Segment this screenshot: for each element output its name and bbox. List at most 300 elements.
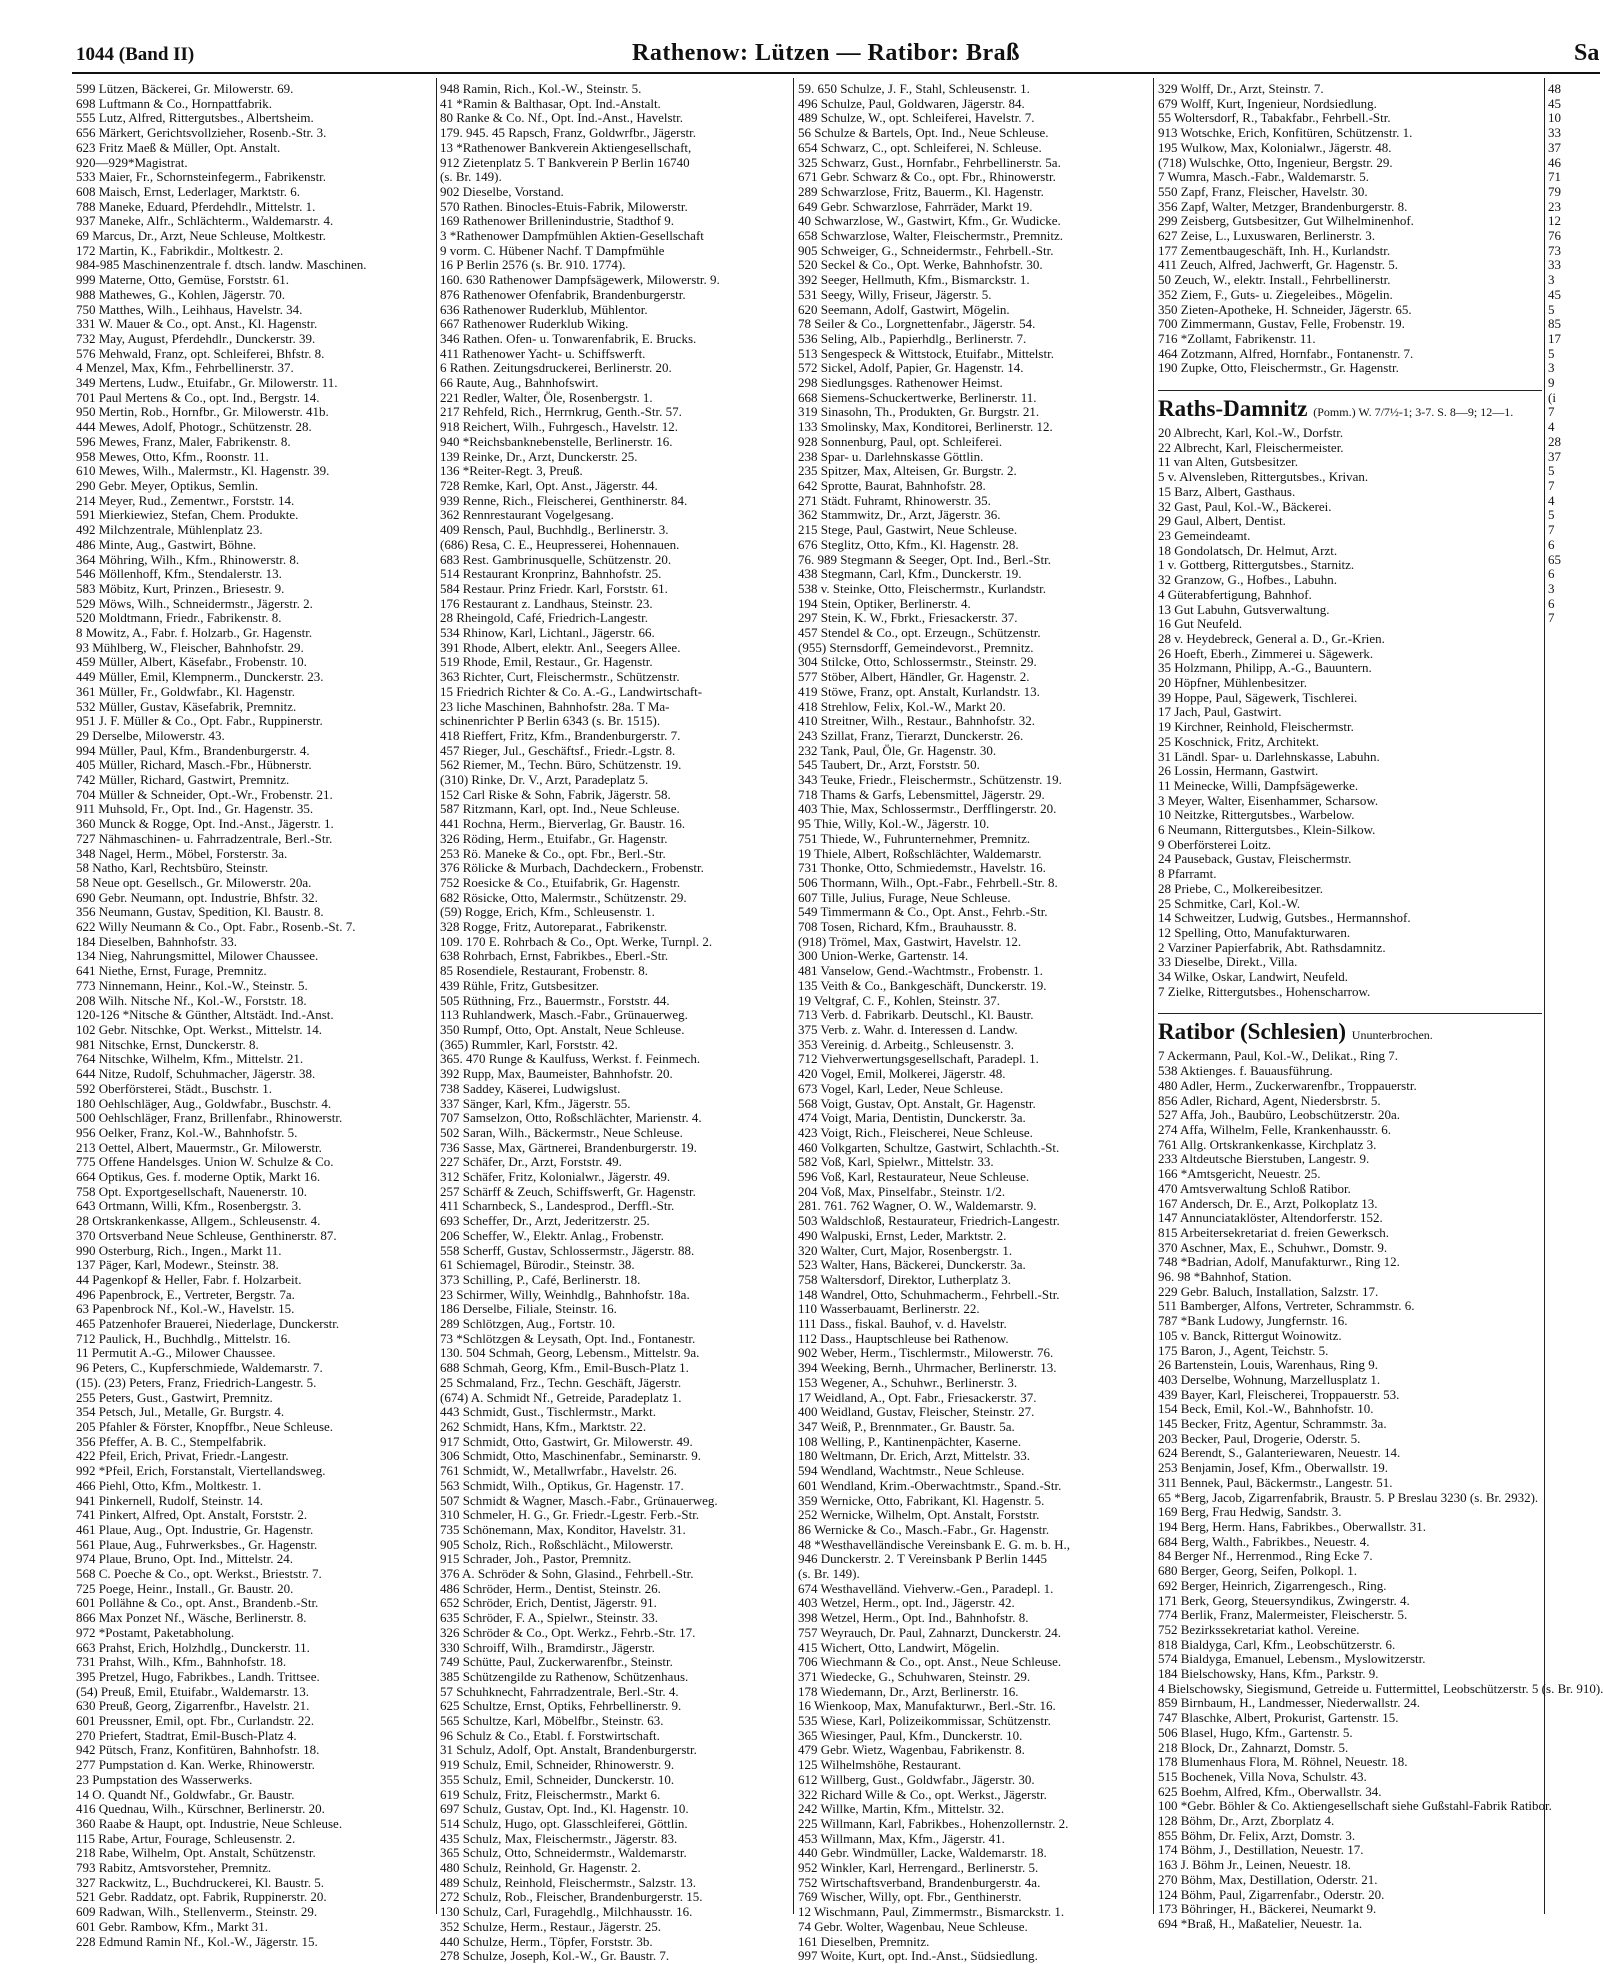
directory-entry: 31 Ländl. Spar- u. Darlehnskasse, Labuhn. — [1158, 748, 1380, 764]
directory-entry: 274 Affa, Wilhelm, Felle, Krankenhausstr. 6. — [1158, 1122, 1391, 1137]
directory-entry: 194 Stein, Optiker, Berlinerstr. 4. — [798, 595, 971, 611]
directory-entry: 16 P Berlin 2576 (s. Br. 910. 1774). — [440, 257, 626, 273]
directory-entry: 290 Gebr. Meyer, Optikus, Semlin. — [76, 477, 259, 493]
directory-entry: 752 Wirtschaftsverband, Brandenburgerstr. 4a. — [798, 1874, 1041, 1890]
directory-entry: 76. 989 Stegmann & Seeger, Opt. Ind., Berl.-Str. — [798, 551, 1051, 567]
directory-entry: 169 Rathenower Brillenindustrie, Stadthof 9. — [440, 213, 674, 229]
directory-entry: 277 Pumpstation d. Kan. Werke, Rhinowerstr. — [76, 1757, 315, 1773]
directory-entry: 218 Block, Dr., Zahnarzt, Domstr. 5. — [1158, 1739, 1349, 1755]
directory-entry: 718 Thams & Garfs, Lebensmittel, Jägerstr. 29. — [798, 786, 1045, 802]
directory-entry: 6 — [1548, 536, 1555, 552]
directory-entry: 375 Verb. z. Wahr. d. Interessen d. Landw. — [798, 1022, 1018, 1037]
directory-entry: 4 Menzel, Max, Kfm., Fehrbellinerstr. 37. — [76, 360, 294, 376]
directory-entry: 758 Opt. Exportgesellschaft, Nauenerstr. 10. — [76, 1183, 308, 1199]
directory-entry: 466 Piehl, Otto, Kfm., Moltkestr. 1. — [76, 1477, 262, 1493]
page-header — [72, 38, 1600, 74]
directory-entry: 227 Schäfer, Dr., Arzt, Forststr. 49. — [440, 1154, 622, 1170]
directory-entry: 343 Teuke, Friedr., Fleischermstr., Schützenstr. 19. — [798, 772, 1062, 788]
directory-entry: 111 Dass., fiskal. Bauhof, v. d. Havelstr. — [798, 1316, 1007, 1332]
directory-entry: 461 Plaue, Aug., Opt. Industrie, Gr. Hagenstr. — [76, 1521, 314, 1537]
directory-entry: 11 Permutit A.-G., Milower Chaussee. — [76, 1345, 276, 1361]
directory-entry: 601 Wendland, Krim.-Oberwachtmstr., Spand.-Str. — [798, 1477, 1062, 1493]
directory-entry: 346 Rathen. Ofen- u. Tonwarenfabrik, E. Brucks. — [440, 330, 697, 346]
directory-entry: 418 Rieffert, Fritz, Kfm., Brandenburgerstr. 7. — [440, 727, 681, 743]
directory-entry: 306 Schmidt, Otto, Maschinenfabr., Seminarstr. 9. — [440, 1448, 702, 1464]
directory-entry: 348 Nagel, Herm., Möbel, Forsterstr. 3a. — [76, 845, 288, 861]
directory-entry: 707 Samselzon, Otto, Roßschlächter, Marienstr. 4. — [440, 1110, 702, 1126]
directory-entry: 561 Plaue, Aug., Fuhrwerksbes., Gr. Hagenstr. — [76, 1536, 318, 1552]
directory-entry: 365. 470 Runge & Kaulfuss, Werkst. f. Feinmech. — [440, 1051, 701, 1067]
directory-entry: 174 Böhm, J., Destillation, Neuestr. 17. — [1158, 1842, 1364, 1858]
directory-entry: 394 Weeking, Bernh., Uhrmacher, Berlinerstr. 13. — [798, 1360, 1057, 1376]
directory-entry: 337 Sänger, Karl, Kfm., Jägerstr. 55. — [440, 1095, 631, 1111]
directory-entry: 457 Stendel & Co., opt. Erzeugn., Schützenstr. — [798, 625, 1041, 641]
directory-entry: 594 Wendland, Wachtmstr., Neue Schleuse. — [798, 1463, 1025, 1479]
directory-entry: 741 Pinkert, Alfred, Opt. Anstalt, Forststr. 2. — [76, 1507, 308, 1523]
directory-entry: 997 Woite, Kurt, opt. Ind.-Anst., Südsiedlung. — [798, 1948, 1038, 1964]
directory-entry: 289 Schlötzgen, Aug., Fortstr. 10. — [440, 1316, 616, 1332]
directory-entry: 327 Rackwitz, L., Buchdruckerei, Kl. Baustr. 5. — [76, 1874, 325, 1890]
directory-entry: 56 Schulze & Bartels, Opt. Ind., Neue Schleuse. — [798, 125, 1049, 141]
directory-entry: 500 Oehlschläger, Franz, Brillenfabr., Rhinowerstr. — [76, 1110, 343, 1126]
directory-entry: 856 Adler, Richard, Agent, Niedersbrstr. 5. — [1158, 1092, 1381, 1108]
directory-entry: 577 Stöber, Albert, Händler, Gr. Hagenstr. 2. — [798, 669, 1030, 685]
directory-entry: 876 Rathenower Ofenfabrik, Brandenburgerstr. — [440, 286, 686, 302]
directory-entry: 23 Schirmer, Willy, Weinhdlg., Bahnhofstr. 18a. — [440, 1286, 690, 1302]
directory-entry: 928 Sonnenburg, Paul, opt. Schleiferei. — [798, 433, 1003, 449]
directory-entry: 511 Bamberger, Alfons, Vertreter, Schrammstr. 6. — [1158, 1298, 1415, 1314]
directory-entry: 34 Wilke, Oskar, Landwirt, Neufeld. — [1158, 969, 1349, 985]
directory-entry: 815 Arbeitersekretariat d. freien Gewerksch. — [1158, 1224, 1390, 1240]
directory-entry: 663 Prahst, Erich, Holzhdlg., Dunckerstr. 11. — [76, 1639, 310, 1655]
directory-entry: 692 Berger, Heinrich, Zigarrengesch., Ring. — [1158, 1577, 1387, 1593]
directory-entry: 761 Schmidt, W., Metallwrfabr., Havelstr. 26. — [440, 1463, 677, 1479]
directory-entry: 625 Schultze, Ernst, Optiks, Fehrbellinerstr. 9. — [440, 1698, 682, 1714]
directory-entry: 622 Willy Neumann & Co., Opt. Fabr., Rosenb.-St. 7. — [76, 919, 356, 935]
directory-entry: 479 Gebr. Wietz, Wagenbau, Fabrikenstr. 8. — [798, 1742, 1025, 1758]
directory-entry: 59. 650 Schulze, J. F., Stahl, Schleusenstr. 1. — [798, 81, 1030, 96]
directory-entry: 130 Schulz, Carl, Furagehdlg., Milchhausstr. 16. — [440, 1904, 693, 1920]
directory-entry: 19 Veltgraf, C. F., Kohlen, Steinstr. 37. — [798, 992, 1001, 1008]
directory-entry: 716 *Zollamt, Fabrikenstr. 11. — [1158, 330, 1316, 346]
directory-entry: 535 Wiese, Karl, Polizeikommissar, Schützenstr. — [798, 1713, 1051, 1729]
directory-entry: 311 Bennek, Paul, Bäckermstr., Langestr. 51. — [1158, 1474, 1393, 1490]
directory-entry: 902 Weber, Herm., Tischlermstr., Milowerstr. 76. — [798, 1345, 1054, 1361]
directory-entry: 644 Nitze, Rudolf, Schuhmacher, Jägerstr. 38. — [76, 1066, 316, 1082]
directory-entry: 29 Derselbe, Milowerstr. 43. — [76, 727, 225, 743]
directory-entry: 411 Zeuch, Alfred, Jachwerft, Gr. Hagenstr. 5. — [1158, 257, 1398, 273]
directory-entry: 392 Seeger, Hellmuth, Kfm., Bismarckstr. 1. — [798, 272, 1030, 288]
directory-entry: 667 Rathenower Ruderklub Wiking. — [440, 316, 629, 332]
directory-entry: 26 Lossin, Hermann, Gastwirt. — [1158, 763, 1319, 779]
directory-entry: 576 Mehwald, Franz, opt. Schleiferei, Bhfstr. 8. — [76, 345, 325, 361]
directory-entry: 492 Milchzentrale, Mühlenplatz 23. — [76, 522, 263, 538]
directory-entry: 607 Tille, Julius, Furage, Neue Schleuse. — [798, 889, 1011, 905]
directory-entry: 356 Pfeffer, A. B. C., Stempelfabrik. — [76, 1433, 267, 1449]
directory-entry: 704 Müller & Schneider, Opt.-Wr., Frobenstr. 21. — [76, 786, 333, 802]
directory-entry: 304 Stilcke, Otto, Schlossermstr., Steinstr. 29. — [798, 654, 1037, 670]
directory-entry: 133 Smolinsky, Max, Konditorei, Berlinerstr. 12. — [798, 419, 1053, 435]
directory-entry: 918 Reichert, Wilh., Fuhrgesch., Havelstr. 12. — [440, 419, 679, 435]
directory-entry: 130. 504 Schmah, Georg, Lebensm., Mittelstr. 9a. — [440, 1345, 700, 1361]
directory-entry: 391 Rhode, Albert, elektr. Anl., Seegers Allee. — [440, 639, 681, 655]
directory-entry: 218 Rabe, Wilhelm, Opt. Anstalt, Schützenstr. — [76, 1845, 316, 1861]
directory-entry: 981 Nitschke, Ernst, Dunckerstr. 8. — [76, 1036, 259, 1052]
directory-entry: 464 Zotzmann, Alfred, Hornfabr., Fontanenstr. 7. — [1158, 345, 1414, 361]
directory-entry: 312 Schäfer, Fritz, Kolonialwr., Jägerstr. 49. — [440, 1169, 671, 1185]
directory-entry: 29 Gaul, Albert, Dentist. — [1158, 513, 1286, 529]
directory-entry: 440 Gebr. Windmüller, Lacke, Waldemarstr. 18. — [798, 1845, 1047, 1861]
directory-entry: 113 Ruhlandwerk, Masch.-Fabr., Grünauerweg. — [440, 1007, 688, 1023]
directory-entry: 73 *Schlötzgen & Leysath, Opt. Ind., Fontanestr. — [440, 1330, 696, 1346]
directory-entry: 533 Maier, Fr., Schornsteinfegerm., Fabrikenstr. — [76, 169, 327, 185]
directory-entry: 238 Spar- u. Darlehnskasse Göttlin. — [798, 448, 984, 464]
directory-entry: 297 Stein, K. W., Fbrkt., Friesackerstr. 37. — [798, 610, 1018, 626]
directory-entry: 610 Mewes, Wilh., Malermstr., Kl. Hagenstr. 39. — [76, 463, 330, 479]
directory-entry: 63 Papenbrock Nf., Kol.-W., Havelstr. 15. — [76, 1301, 295, 1317]
directory-entry: 359 Wernicke, Otto, Fabrikant, Kl. Hagenstr. 5. — [798, 1492, 1045, 1508]
directory-entry: 671 Gebr. Schwarz & Co., opt. Fbr., Rhinowerstr. — [798, 169, 1056, 185]
directory-entry: 48 — [1548, 81, 1561, 96]
directory-entry: 37 — [1548, 448, 1561, 464]
directory-entry: 750 Matthes, Wilh., Leihhaus, Havelstr. 34. — [76, 301, 303, 317]
directory-entry: 190 Zupke, Otto, Fleischermstr., Gr. Hagenstr. — [1158, 360, 1399, 376]
directory-entry: 534 Rhinow, Karl, Lichtanl., Jägerstr. 66. — [440, 625, 655, 641]
directory-entry: 658 Schwarzlose, Walter, Fleischermstr., Premnitz. — [798, 228, 1063, 244]
directory-entry: 125 Wilhelmshöhe, Restaurant. — [798, 1757, 962, 1773]
directory-entry: 990 Osterburg, Rich., Ingen., Markt 11. — [76, 1242, 282, 1258]
directory-entry: 23 Gemeindeamt. — [1158, 527, 1251, 543]
section-note: (Pomm.) W. 7/7½-1; 3-7. S. 8—9; 12—1. — [1313, 405, 1514, 420]
directory-entry: 441 Rochna, Herm., Bierverlag, Gr. Baustr. 16. — [440, 816, 686, 832]
directory-entry: 601 Pollähne & Co., opt. Anst., Brandenb.-Str. — [76, 1595, 319, 1611]
directory-entry: 233 Altdeutsche Bierstuben, Langestr. 9. — [1158, 1151, 1370, 1167]
directory-entry: 124 Böhm, Paul, Zigarrenfabr., Oderstr. 20. — [1158, 1886, 1385, 1902]
directory-entry: 5 — [1548, 301, 1555, 317]
directory-entry: 217 Rehfeld, Rich., Herrnkrug, Genth.-Str. 57. — [440, 404, 682, 420]
directory-entry: 31 Schulz, Adolf, Opt. Anstalt, Brandenburgerstr. — [440, 1742, 697, 1758]
directory-entry: 221 Redler, Walter, Öle, Rosenbergstr. 1. — [440, 389, 653, 405]
directory-entry: 531 Seegy, Willy, Friseur, Jägerstr. 5. — [798, 286, 992, 302]
directory-entry: 514 Restaurant Kronprinz, Bahnhofstr. 25. — [440, 566, 662, 582]
directory-entry: 506 Blasel, Hugo, Kfm., Gartenstr. 5. — [1158, 1724, 1353, 1740]
directory-entry: 19 Kirchner, Reinhold, Fleischermstr. — [1158, 719, 1354, 735]
directory-entry: 6 Rathen. Zeitungsdruckerei, Berlinerstr. 20. — [440, 360, 672, 376]
directory-entry: 44 Pagenkopf & Heller, Fabr. f. Holzarbeit. — [76, 1271, 302, 1287]
directory-entry: (918) Trömel, Max, Gastwirt, Havelstr. 12. — [798, 933, 1022, 949]
directory-entry: 365 Wiesinger, Paul, Kfm., Dunckerstr. 10. — [798, 1727, 1023, 1743]
directory-entry: 609 Radwan, Wilh., Stellenverm., Steinstr. 29. — [76, 1904, 318, 1920]
directory-entry: 205 Pfahler & Förster, Knopffbr., Neue Schleuse. — [76, 1418, 334, 1434]
directory-entry: 411 Rathenower Yacht- u. Schiffswerft. — [440, 345, 646, 361]
directory-entry: 562 Riemer, M., Techn. Büro, Schützenstr. 19. — [440, 757, 682, 773]
directory-entry: 320 Walter, Curt, Major, Rosenbergstr. 1. — [798, 1242, 1013, 1258]
directory-entry: 15 Friedrich Richter & Co. A.-G., Landwirtschaft- — [440, 683, 703, 699]
directory-entry: 347 Weiß, P., Brennmater., Gr. Baustr. 5a. — [798, 1418, 1015, 1434]
directory-entry: 255 Peters, Gust., Gastwirt, Premnitz. — [76, 1389, 273, 1405]
directory-entry: 757 Weyrauch, Dr. Paul, Zahnarzt, Dunckerstr. 24. — [798, 1624, 1061, 1640]
directory-entry: 905 Scholz, Rich., Roßschlächt., Milowerstr. — [440, 1536, 674, 1552]
directory-entry: 10 Neitzke, Rittergutsbes., Warbelow. — [1158, 807, 1355, 823]
directory-entry: 57 Schuhknecht, Fahrradzentrale, Berl.-Str. 4. — [440, 1683, 679, 1699]
raths-damnitz-entries — [1158, 426, 1542, 999]
directory-entry: 300 Union-Werke, Gartenstr. 14. — [798, 948, 969, 964]
directory-entry: 738 Saddey, Käserei, Ludwigslust. — [440, 1080, 621, 1096]
directory-entry: 23 liche Maschinen, Bahnhofstr. 28a. T Ma- — [440, 698, 670, 714]
directory-entry: 299 Zeisberg, Gutsbesitzer, Gut Wilhelminenhof. — [1158, 213, 1414, 229]
directory-entry: 12 Wischmann, Paul, Zimmermstr., Bismarckstr. 1. — [798, 1904, 1065, 1920]
directory-entry: 13 *Rathenower Bankverein Aktiengesellschaft, — [440, 139, 692, 155]
directory-entry: 329 Wolff, Dr., Arzt, Steinstr. 7. — [1158, 81, 1324, 96]
directory-entry: 184 Dieselben, Bahnhofstr. 33. — [76, 933, 238, 949]
directory-entry: 641 Niethe, Ernst, Furage, Premnitz. — [76, 963, 267, 979]
directory-entry: 398 Wetzel, Herm., Opt. Ind., Bahnhofstr. 8. — [798, 1610, 1029, 1626]
directory-entry: 536 Seling, Alb., Papierhdlg., Berlinerstr. 7. — [798, 330, 1027, 346]
directory-entry: (s. Br. 149). — [798, 1566, 860, 1582]
directory-entry: 435 Schulz, Max, Fleischermstr., Jägerstr. 83. — [440, 1830, 678, 1846]
directory-entry: 470 Amtsverwaltung Schloß Ratibor. — [1158, 1180, 1351, 1196]
directory-entry: 532 Müller, Gustav, Käsefabrik, Premnitz. — [76, 698, 297, 714]
directory-entry: 15 Barz, Albert, Gasthaus. — [1158, 483, 1296, 499]
directory-entry: 527 Affa, Joh., Baubüro, Leobschützerstr. 20a. — [1158, 1107, 1401, 1123]
directory-entry: 668 Siemens-Schuckertwerke, Berlinerstr. 11. — [798, 389, 1037, 405]
directory-entry: 25 Koschnick, Fritz, Architekt. — [1158, 733, 1320, 749]
directory-entry: 128 Böhm, Dr., Arzt, Zborplatz 4. — [1158, 1813, 1335, 1829]
directory-entry: 3 — [1548, 360, 1555, 376]
directory-entry: 12 Spelling, Otto, Manufakturwaren. — [1158, 924, 1351, 940]
directory-entry: 6 — [1548, 566, 1555, 582]
directory-entry: 352 Schulze, Herm., Restaur., Jägerstr. 25. — [440, 1918, 661, 1934]
directory-entry: 180 Weltmann, Dr. Erich, Arzt, Mittelstr. 33. — [798, 1448, 1030, 1464]
directory-entry: 403 Thie, Max, Schlossermstr., Derfflingerstr. 20. — [798, 801, 1057, 817]
directory-entry: 950 Mertin, Rob., Hornfbr., Gr. Milowerstr. 41b. — [76, 404, 329, 420]
directory-entry: 654 Schwarz, C., opt. Schleiferei, N. Schleuse. — [798, 139, 1042, 155]
directory-entry: 596 Voß, Karl, Restaurateur, Neue Schleuse. — [798, 1169, 1030, 1185]
directory-entry: 679 Wolff, Kurt, Ingenieur, Nordsiedlung. — [1158, 95, 1377, 111]
directory-entry: 96. 98 *Bahnhof, Station. — [1158, 1269, 1292, 1285]
directory-entry: 110 Wasserbauamt, Berlinerstr. 22. — [798, 1301, 980, 1317]
directory-entry: 325 Schwarz, Gust., Hornfabr., Fehrbellinerstr. 5a. — [798, 154, 1061, 170]
directory-entry: 74 Gebr. Wolter, Wagenbau, Neue Schleuse. — [798, 1918, 1028, 1934]
directory-entry: 25 Schmitke, Carl, Kol.-W. — [1158, 895, 1301, 911]
directory-entry: 65 *Berg, Jacob, Zigarrenfabrik, Braustr. 5. P Breslau 3230 (s. Br. 2932). — [1158, 1489, 1539, 1505]
directory-entry: 1 v. Gottberg, Rittergutsbes., Starnitz. — [1158, 557, 1355, 573]
directory-entry: 80 Ranke & Co. Nf., Opt. Ind.-Anst., Havelstr. — [440, 110, 684, 126]
directory-entry: 942 Pütsch, Franz, Konfitüren, Bahnhofstr. 18. — [76, 1742, 320, 1758]
directory-entry: 120-126 *Nitsche & Günther, Altstädt. Ind.-Anst. — [76, 1007, 334, 1023]
directory-entry: (15). (23) Peters, Franz, Friedrich-Langestr. 5. — [76, 1374, 317, 1390]
rathenow-continuation — [1158, 82, 1542, 376]
directory-entry: 749 Schütte, Paul, Zuckerwarenfbr., Steinstr. — [440, 1654, 673, 1670]
directory-entry: 474 Voigt, Maria, Dentistin, Dunckerstr. 3a. — [798, 1110, 1026, 1126]
directory-entry: 69 Marcus, Dr., Arzt, Neue Schleuse, Moltkestr. — [76, 228, 326, 244]
directory-entry: 328 Rogge, Fritz, Autoreparat., Fabrikenstr. — [440, 919, 668, 935]
directory-entry: 16 Wienkoop, Max, Manufakturwr., Berl.-Str. 16. — [798, 1698, 1056, 1714]
section-note: Ununterbrochen. — [1351, 1028, 1433, 1043]
directory-entry: 601 Preussner, Emil, opt. Fbr., Curlandstr. 22. — [76, 1713, 315, 1729]
directory-entry: 203 Becker, Paul, Drogerie, Oderstr. 5. — [1158, 1430, 1361, 1446]
directory-entry: 674 Westhavelländ. Viehverw.-Gen., Paradepl. 1. — [798, 1580, 1054, 1596]
directory-entry: 546 Möllenhoff, Kfm., Stendalerstr. 13. — [76, 566, 282, 582]
directory-entry: 774 Berlik, Franz, Malermeister, Fleischerstr. 5. — [1158, 1607, 1408, 1623]
directory-entry: 252 Wernicke, Wilhelm, Opt. Anstalt, Forststr. — [798, 1507, 1040, 1523]
directory-entry: 951 J. F. Müller & Co., Opt. Fabr., Ruppinerstr. — [76, 713, 323, 729]
directory-entry: (955) Sternsdorff, Gemeindevorst., Premnitz. — [798, 639, 1034, 655]
directory-entry: 58 Natho, Karl, Rechtsbüro, Steinstr. — [76, 860, 269, 876]
directory-entry: 638 Rohrbach, Ernst, Fabrikbes., Eberl.-Str. — [440, 948, 669, 964]
directory-entry: 175 Baron, J., Agent, Teichstr. 5. — [1158, 1342, 1329, 1358]
directory-entry: 984-985 Maschinenzentrale f. dtsch. landw. Maschinen. — [76, 257, 367, 273]
directory-entry: 515 Bochenek, Villa Nova, Schulstr. 43. — [1158, 1768, 1367, 1784]
directory-entry: 102 Gebr. Nitschke, Opt. Werkst., Mittelstr. 14. — [76, 1022, 323, 1037]
directory-entry: (54) Preuß, Emil, Etuifabr., Waldemarstr. 13. — [76, 1683, 310, 1699]
directory-entry: 10 — [1548, 110, 1561, 126]
ratibor-entries — [1158, 1048, 1603, 1931]
directory-entry: 988 Mathewes, G., Kohlen, Jägerstr. 70. — [76, 286, 286, 302]
directory-entry: 7 — [1548, 404, 1555, 420]
directory-entry: 565 Schultze, Karl, Möbelfbr., Steinstr. 63. — [440, 1713, 664, 1729]
directory-column-1 — [76, 81, 446, 1949]
directory-entry: 172 Martin, K., Fabrikdir., Moltkestr. 2. — [76, 242, 284, 258]
directory-entry: 33 — [1548, 125, 1561, 141]
directory-entry: 204 Voß, Max, Pinselfabr., Steinstr. 1/2. — [798, 1183, 1006, 1199]
directory-entry: 5 — [1548, 345, 1555, 361]
directory-entry: 173 Böhringer, H., Bäckerei, Neumarkt 9. — [1158, 1901, 1377, 1917]
directory-entry: 364 Möhring, Wilh., Kfm., Rhinowerstr. 8. — [76, 551, 300, 567]
directory-entry: 855 Böhm, Dr. Felix, Arzt, Domstr. 3. — [1158, 1827, 1356, 1843]
directory-entry: 48 *Westhavelländische Vereinsbank E. G. m. b. H., — [798, 1536, 1071, 1552]
directory-entry: 184 Bielschowsky, Hans, Kfm., Parkstr. 9. — [1158, 1666, 1379, 1682]
directory-entry: 440 Schulze, Herm., Töpfer, Forststr. 3b. — [440, 1933, 653, 1949]
directory-entry: 167 Andersch, Dr. E., Arzt, Polkoplatz 13. — [1158, 1195, 1378, 1211]
directory-entry: 363 Richter, Curt, Fleischermstr., Schützenstr. — [440, 669, 680, 685]
directory-entry: 550 Zapf, Franz, Fleischer, Havelstr. 30. — [1158, 183, 1368, 199]
directory-entry: 866 Max Ponzet Nf., Wäsche, Berlinerstr. 8. — [76, 1610, 307, 1626]
directory-entry: 330 Schroiff, Wilh., Bramdirstr., Jägerstr. — [440, 1639, 655, 1655]
directory-entry: 22 Albrecht, Karl, Fleischermeister. — [1158, 439, 1344, 455]
directory-entry: 228 Edmund Ramin Nf., Kol.-W., Jägerstr. 15. — [76, 1933, 318, 1949]
directory-entry: 40 Schwarzlose, W., Gastwirt, Kfm., Gr. Wudicke. — [798, 213, 1061, 229]
directory-entry: 37 — [1548, 139, 1561, 155]
directory-entry: 460 Volkgarten, Schultze, Gastwirt, Schlachth.-St. — [798, 1139, 1060, 1155]
directory-entry: 465 Patzenhofer Brauerei, Niederlage, Dunckerstr. — [76, 1316, 340, 1332]
directory-entry: 915 Schrader, Joh., Pastor, Premnitz. — [440, 1551, 632, 1567]
directory-entry: 505 Rüthning, Frz., Bauermstr., Forststr. 44. — [440, 992, 670, 1008]
directory-entry: 787 *Bank Ludowy, Jungfernstr. 16. — [1158, 1313, 1348, 1329]
directory-entry: 178 Blumenhaus Flora, M. Röhnel, Neuestr. 18. — [1158, 1754, 1408, 1770]
directory-entry: 775 Offene Handelsges. Union W. Schulze & Co. — [76, 1154, 334, 1170]
directory-entry: 708 Tosen, Richard, Kfm., Brauhausstr. 8. — [798, 919, 1017, 935]
directory-entry: 545 Taubert, Dr., Arzt, Forststr. 50. — [798, 757, 980, 773]
directory-entry: 161 Dieselben, Premnitz. — [798, 1933, 930, 1949]
directory-entry: 636 Rathenower Ruderklub, Mühlentor. — [440, 301, 648, 317]
directory-entry: 194 Berg, Herm. Hans, Fabrikbes., Oberwallstr. 31. — [1158, 1518, 1427, 1534]
directory-entry: 946 Dunckerstr. 2. T Vereinsbank P Berlin 1445 — [798, 1551, 1048, 1567]
directory-entry: 33 — [1548, 257, 1561, 273]
directory-entry: 28 Rheingold, Café, Friedrich-Langestr. — [440, 610, 648, 626]
directory-column-5-cutoff — [1548, 82, 1600, 1912]
directory-entry: 95 Thie, Willy, Kol.-W., Jägerstr. 10. — [798, 816, 990, 832]
directory-entry: 7 — [1548, 610, 1555, 626]
directory-entry: 623 Fritz Maeß & Müller, Opt. Anstalt. — [76, 139, 281, 155]
directory-entry: 134 Nieg, Nahrungsmittel, Milower Chaussee. — [76, 948, 319, 964]
directory-entry: 26 Hoeft, Eberh., Zimmerei u. Sägewerk. — [1158, 645, 1374, 661]
directory-entry: 214 Meyer, Rud., Zementwr., Forststr. 14. — [76, 492, 295, 508]
directory-entry: 32 Granzow, G., Hofbes., Labuhn. — [1158, 572, 1337, 588]
directory-entry: 353 Vereinig. d. Arbeitg., Schleusenstr. 3. — [798, 1036, 1015, 1052]
directory-entry: 859 Birnbaum, H., Landmesser, Niederwallstr. 24. — [1158, 1695, 1420, 1711]
directory-entry: 608 Maisch, Ernst, Lederlager, Marktstr. 6. — [76, 183, 301, 199]
directory-entry: 145 Becker, Fritz, Agentur, Schrammstr. 3a. — [1158, 1416, 1387, 1432]
directory-entry: 683 Rest. Gambrinusquelle, Schützenstr. 20. — [440, 551, 672, 567]
directory-entry: 20 Albrecht, Karl, Kol.-W., Dorfstr. — [1158, 425, 1344, 441]
directory-entry: 28 Priebe, C., Molkereibesitzer. — [1158, 880, 1323, 896]
directory-entry: 356 Zapf, Walter, Metzger, Brandenburgerstr. 8. — [1158, 198, 1408, 214]
directory-entry: 39 Hoppe, Paul, Sägewerk, Tischlerei. — [1158, 689, 1358, 705]
directory-entry: 690 Gebr. Neumann, opt. Industrie, Bhfstr. 32. — [76, 889, 318, 905]
directory-entry: 438 Stegmann, Carl, Kfm., Dunckerstr. 19. — [798, 566, 1022, 582]
directory-entry: 360 Raabe & Haupt, opt. Industrie, Neue Schleuse. — [76, 1815, 343, 1831]
directory-entry: 994 Müller, Paul, Kfm., Brandenburgerstr. 4. — [76, 742, 310, 758]
directory-entry: 514 Schulz, Hugo, opt. Glasschleiferei, Göttlin. — [440, 1815, 688, 1831]
directory-entry: 656 Märkert, Gerichtsvollzieher, Rosenb.-Str. 3. — [76, 125, 327, 141]
directory-entry: 519 Rhode, Emil, Restaur., Gr. Hagenstr. — [440, 654, 653, 670]
directory-entry: 310 Schmeler, H. G., Gr. Friedr.-Lgestr. Ferb.-Str. — [440, 1507, 700, 1523]
directory-entry: 154 Beck, Emil, Kol.-W., Bahnhofstr. 10. — [1158, 1401, 1374, 1417]
directory-entry: 538 Aktienges. f. Bauausführung. — [1158, 1063, 1333, 1079]
directory-entry: (674) A. Schmidt Nf., Getreide, Paradeplatz 1. — [440, 1389, 682, 1405]
directory-entry: 208 Wilh. Nitsche Nf., Kol.-W., Forststr. 18. — [76, 992, 307, 1008]
directory-entry: 85 — [1548, 316, 1561, 332]
directory-entry: 673 Vogel, Karl, Leder, Neue Schleuse. — [798, 1080, 1004, 1096]
directory-entry: 55 Woltersdorf, R., Tabakfabr., Fehrbell.-Str. — [1158, 110, 1391, 126]
directory-entry: 480 Adler, Herm., Zuckerwarenfbr., Troppauerstr. — [1158, 1077, 1417, 1093]
directory-entry: 568 C. Poeche & Co., opt. Werkst., Brieststr. 7. — [76, 1566, 322, 1582]
directory-entry: 713 Verb. d. Fabrikarb. Deutschl., Kl. Baustr. — [798, 1007, 1034, 1023]
directory-entry: 439 Rühle, Fritz, Gutsbesitzer. — [440, 977, 599, 993]
directory-entry: 489 Schulz, Reinhold, Fleischermstr., Salzstr. 13. — [440, 1874, 697, 1890]
directory-entry: 371 Wiedecke, G., Schuhwaren, Steinstr. 29. — [798, 1668, 1031, 1684]
directory-entry: 920—929*Magistrat. — [76, 154, 188, 170]
directory-entry: 355 Schulz, Emil, Schneider, Dunckerstr. 10. — [440, 1771, 675, 1787]
directory-entry: 213 Oettel, Albert, Mauermstr., Gr. Milowerstr. — [76, 1139, 322, 1155]
directory-entry: 7 — [1548, 477, 1555, 493]
directory-entry: 262 Schmidt, Hans, Kfm., Marktstr. 22. — [440, 1418, 647, 1434]
directory-entry: 28 Ortskrankenkasse, Allgem., Schleusenstr. 4. — [76, 1213, 321, 1229]
directory-entry: 326 Röding, Herm., Etuifabr., Gr. Hagenstr. — [440, 830, 668, 846]
directory-entry: 625 Boehm, Alfred, Kfm., Oberwallstr. 34. — [1158, 1783, 1382, 1799]
directory-entry: 46 — [1548, 154, 1561, 170]
directory-entry: 115 Rabe, Artur, Fourage, Schleusenstr. 2. — [76, 1830, 296, 1846]
directory-entry: 999 Materne, Otto, Gemüse, Forststr. 61. — [76, 272, 290, 288]
directory-entry: 9 Oberförsterei Loitz. — [1158, 836, 1271, 852]
directory-entry: 373 Schilling, P., Café, Berlinerstr. 18. — [440, 1271, 641, 1287]
directory-entry: 105 v. Banck, Rittergut Woinowitz. — [1158, 1327, 1342, 1343]
directory-entry: 490 Walpuski, Ernst, Leder, Marktstr. 2. — [798, 1227, 1007, 1243]
directory-entry: 601 Gebr. Rambow, Kfm., Markt 31. — [76, 1918, 268, 1934]
directory-entry: 270 Böhm, Max, Destillation, Oderstr. 21. — [1158, 1871, 1378, 1887]
directory-entry: 416 Quednau, Wilh., Kürschner, Berlinerstr. 20. — [76, 1801, 325, 1817]
directory-entry: 319 Sinasohn, Th., Produkten, Gr. Burgstr. 21. — [798, 404, 1040, 420]
directory-entry: 23 Pumpstation des Wasserwerks. — [76, 1771, 253, 1787]
directory-entry: 270 Priefert, Stadtrat, Emil-Busch-Platz 4. — [76, 1727, 297, 1743]
directory-entry: 403 Derselbe, Wohnung, Marzellusplatz 1. — [1158, 1371, 1381, 1387]
directory-entry: 642 Sprotte, Baurat, Bahnhofstr. 28. — [798, 477, 986, 493]
directory-entry: 361 Müller, Fr., Goldwfabr., Kl. Hagenstr. — [76, 683, 296, 699]
directory-entry: 818 Bialdyga, Carl, Kfm., Leobschützerstr. 6. — [1158, 1636, 1396, 1652]
directory-entry: 242 Willke, Martin, Kfm., Mittelstr. 32. — [798, 1801, 1005, 1817]
directory-entry: 958 Mewes, Otto, Kfm., Roonstr. 11. — [76, 448, 269, 464]
